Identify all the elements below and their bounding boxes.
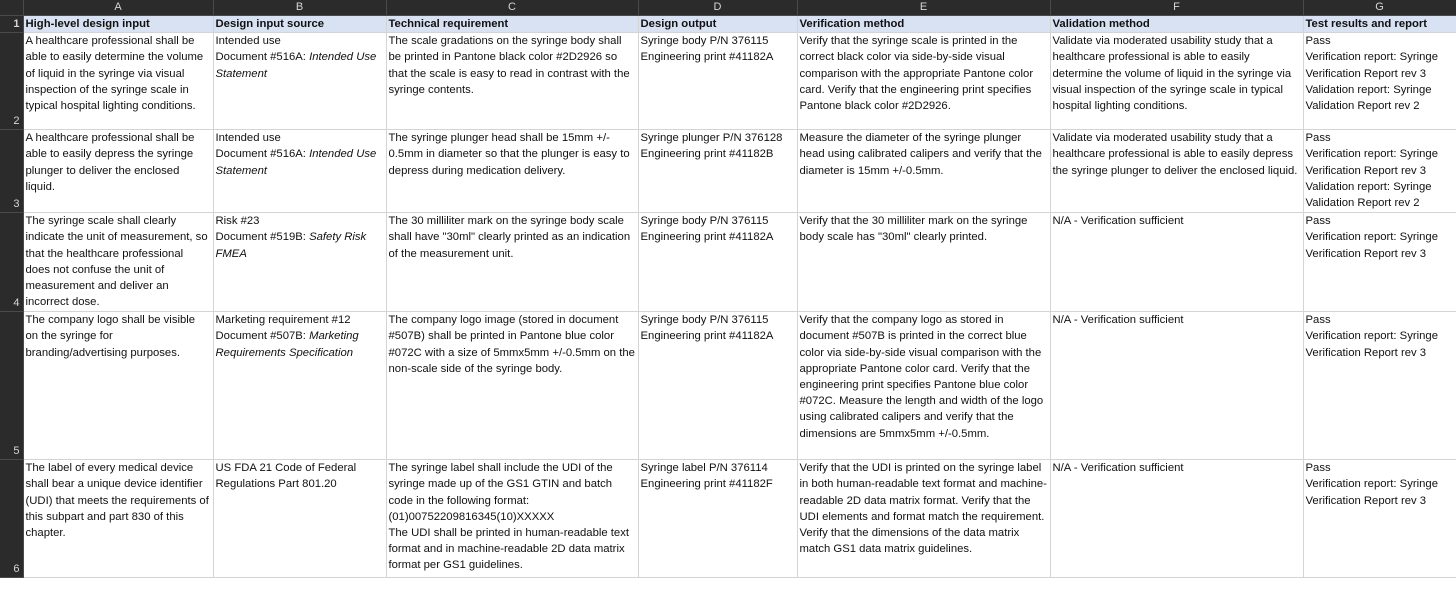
cell-text: Pass <box>1305 132 1331 145</box>
header-cell[interactable]: Verification method <box>797 16 1050 33</box>
row-number[interactable]: 4 <box>0 213 23 312</box>
cell[interactable] <box>213 460 386 578</box>
cell[interactable]: N/A - Verification sufficient <box>1050 312 1303 460</box>
cell-text: Engineering print #41182B <box>640 148 774 161</box>
cell[interactable]: A healthcare professional shall be able to easily depress the syringe plunger to deliver the enclosed liquid. <box>23 130 213 213</box>
cell-text: Risk #23 <box>215 215 260 228</box>
cell-text: Document #519B: <box>215 231 310 244</box>
cell-text: Syringe body P/N 376115 <box>640 215 769 228</box>
cell-text: Pass <box>1305 462 1331 475</box>
cell[interactable] <box>213 33 386 130</box>
cell-text: Pass <box>1305 35 1331 48</box>
cell-text: Engineering print #41182A <box>640 51 774 64</box>
cell-text: Engineering print #41182A <box>640 330 774 343</box>
table-row <box>0 213 1456 312</box>
cell-text: Verification report: Syringe Verification Report rev 3 <box>1305 148 1438 177</box>
cell-text-italic: Safety Risk FMEA <box>215 231 367 260</box>
cell[interactable] <box>638 460 797 578</box>
cell-text: Syringe body P/N 376115 <box>640 35 769 48</box>
cell[interactable]: The syringe scale shall clearly indicate the unit of measurement, so that the healthcare professional does not confuse the unit of measurement and deliver an incorrect dose. <box>23 213 213 312</box>
cell[interactable] <box>213 213 386 312</box>
table-row <box>0 33 1456 130</box>
cell[interactable] <box>638 33 797 130</box>
cell-text: Document #516A: <box>215 51 310 64</box>
row-number[interactable]: 6 <box>0 460 23 578</box>
cell[interactable]: The 30 milliliter mark on the syringe body scale shall have "30ml" clearly printed as an indication of the measurement unit. <box>386 213 638 312</box>
table-header-row <box>0 16 1456 33</box>
cell[interactable] <box>638 130 797 213</box>
column-header-row <box>0 0 1456 16</box>
row-number[interactable]: 3 <box>0 130 23 213</box>
cell[interactable] <box>1303 33 1456 130</box>
cell-text-italic: Marketing Requirements Specification <box>215 330 359 359</box>
row-number[interactable]: 2 <box>0 33 23 130</box>
cell-text: Verification report: Syringe Verification Report rev 3 <box>1305 478 1438 507</box>
cell[interactable]: A healthcare professional shall be able to easily determine the volume of liquid in the syringe via visual inspection of the syringe scale in typical hospital lighting conditions. <box>23 33 213 130</box>
header-cell[interactable]: Design output <box>638 16 797 33</box>
cell-text: Document #507B: <box>215 330 310 343</box>
column-header-b[interactable]: B <box>213 0 386 16</box>
cell[interactable] <box>213 312 386 460</box>
cell-text: Engineering print #41182A <box>640 231 774 244</box>
cell-text: The UDI shall be printed in human-readable text format and in machine-readable 2D data matrix format per GS1 guidelines. <box>388 527 630 572</box>
column-header-a[interactable]: A <box>23 0 213 16</box>
cell-text: Validation report: Syringe Validation Report rev 2 <box>1305 83 1432 113</box>
cell[interactable]: The company logo shall be visible on the syringe for branding/advertising purposes. <box>23 312 213 460</box>
cell[interactable]: The syringe plunger head shall be 15mm +/- 0.5mm in diameter so that the plunger is easy to depress during medication delivery. <box>386 130 638 213</box>
cell[interactable]: Measure the diameter of the syringe plunger head using calibrated calipers and verify that the diameter is 15mm +/-0.5mm. <box>797 130 1050 213</box>
row-number[interactable]: 1 <box>0 16 23 33</box>
cell[interactable] <box>1303 312 1456 460</box>
cell-text: Verification report: Syringe Verification Report rev 3 <box>1305 231 1438 260</box>
cell[interactable]: Validate via moderated usability study that a healthcare professional is able to easily determine the volume of liquid in the syringe via visual inspection of the syringe scale in typical hospital lighting conditions. <box>1050 33 1303 130</box>
table-row <box>0 312 1456 460</box>
cell-text: Verification report: Syringe Verification Report rev 3 <box>1305 51 1438 80</box>
cell-text: Engineering print #41182F <box>640 478 773 491</box>
cell[interactable]: N/A - Verification sufficient <box>1050 213 1303 312</box>
cell-text: Intended use <box>215 35 281 48</box>
cell-text: Verification report: Syringe Verification Report rev 3 <box>1305 330 1438 359</box>
cell[interactable]: The label of every medical device shall bear a unique device identifier (UDI) that meets the requirements of this subpart and part 830 of this chapter. <box>23 460 213 578</box>
cell[interactable]: Verify that the 30 milliliter mark on the syringe body scale has "30ml" clearly printed. <box>797 213 1050 312</box>
header-cell[interactable]: Technical requirement <box>386 16 638 33</box>
column-header-c[interactable]: C <box>386 0 638 16</box>
row-number[interactable]: 5 <box>0 312 23 460</box>
cell[interactable]: Validate via moderated usability study that a healthcare professional is able to easily depress the syringe plunger to deliver the enclosed liquid. <box>1050 130 1303 213</box>
column-header-d[interactable]: D <box>638 0 797 16</box>
cell[interactable] <box>1303 130 1456 213</box>
cell[interactable]: The scale gradations on the syringe body shall be printed in Pantone black color #2D2926 so that the scale is easy to read in contrast with the syringe contents. <box>386 33 638 130</box>
column-header-e[interactable]: E <box>797 0 1050 16</box>
cell[interactable] <box>386 460 638 578</box>
select-all-corner[interactable] <box>0 0 23 16</box>
cell[interactable]: The company logo image (stored in document #507B) shall be printed in Pantone blue color #072C with a size of 5mmx5mm +/-0.5mm on the non-scale side of the syringe body. <box>386 312 638 460</box>
cell-text: Intended use <box>215 132 281 145</box>
header-cell[interactable]: Test results and report <box>1303 16 1456 33</box>
cell[interactable] <box>213 130 386 213</box>
table-row <box>0 130 1456 213</box>
column-header-f[interactable]: F <box>1050 0 1303 16</box>
cell-text: Pass <box>1305 215 1331 228</box>
cell-text: Marketing requirement #12 <box>215 314 351 327</box>
cell-text: Syringe label P/N 376114 <box>640 462 768 475</box>
cell-text-italic: Intended Use Statement <box>215 148 377 177</box>
table-row <box>0 460 1456 578</box>
column-header-g[interactable]: G <box>1303 0 1456 16</box>
header-cell[interactable]: Design input source <box>213 16 386 33</box>
cell[interactable] <box>1303 460 1456 578</box>
cell-text: US FDA 21 Code of Federal Regulations Part 801.20 <box>215 462 357 491</box>
header-cell[interactable]: Validation method <box>1050 16 1303 33</box>
cell-text-italic: Intended Use Statement <box>215 51 377 80</box>
cell[interactable] <box>638 312 797 460</box>
header-cell[interactable]: High-level design input <box>23 16 213 33</box>
cell[interactable]: Verify that the company logo as stored in document #507B is printed in the correct blue color via side-by-side visual comparison with the appropriate Pantone color card. Verify that the engineering print specifies Pantone blue color #072C. Measure the length and width of the logo using calibrated calipers and verify that the dimensions are 5mmx5mm +/-0.5mm. <box>797 312 1050 460</box>
cell[interactable] <box>638 213 797 312</box>
cell-text: Syringe body P/N 376115 <box>640 314 769 327</box>
cell-text: Syringe plunger P/N 376128 <box>640 132 783 145</box>
cell-text: Document #516A: <box>215 148 310 161</box>
cell[interactable]: N/A - Verification sufficient <box>1050 460 1303 578</box>
cell[interactable]: Verify that the UDI is printed on the syringe label in both human-readable text format and machine-readable 2D data matrix format. Verify that the UDI elements and format match the requirement. Verify that the dimensions of the data matrix match GS1 data matrix guidelines. <box>797 460 1050 578</box>
cell-text: The syringe label shall include the UDI of the syringe made up of the GS1 GTIN and batch code in the following format: <box>388 462 613 507</box>
cell-text: Validation report: Syringe Validation Report rev 2 <box>1305 180 1432 210</box>
cell-text: Pass <box>1305 314 1331 327</box>
cell[interactable] <box>1303 213 1456 312</box>
cell-text: (01)00752209816345(10)XXXXX <box>388 510 555 523</box>
cell[interactable]: Verify that the syringe scale is printed in the correct black color via side-by-side visual comparison with the appropriate Pantone color card. Verify that the engineering print specifies Pantone black color #2D2926. <box>797 33 1050 130</box>
